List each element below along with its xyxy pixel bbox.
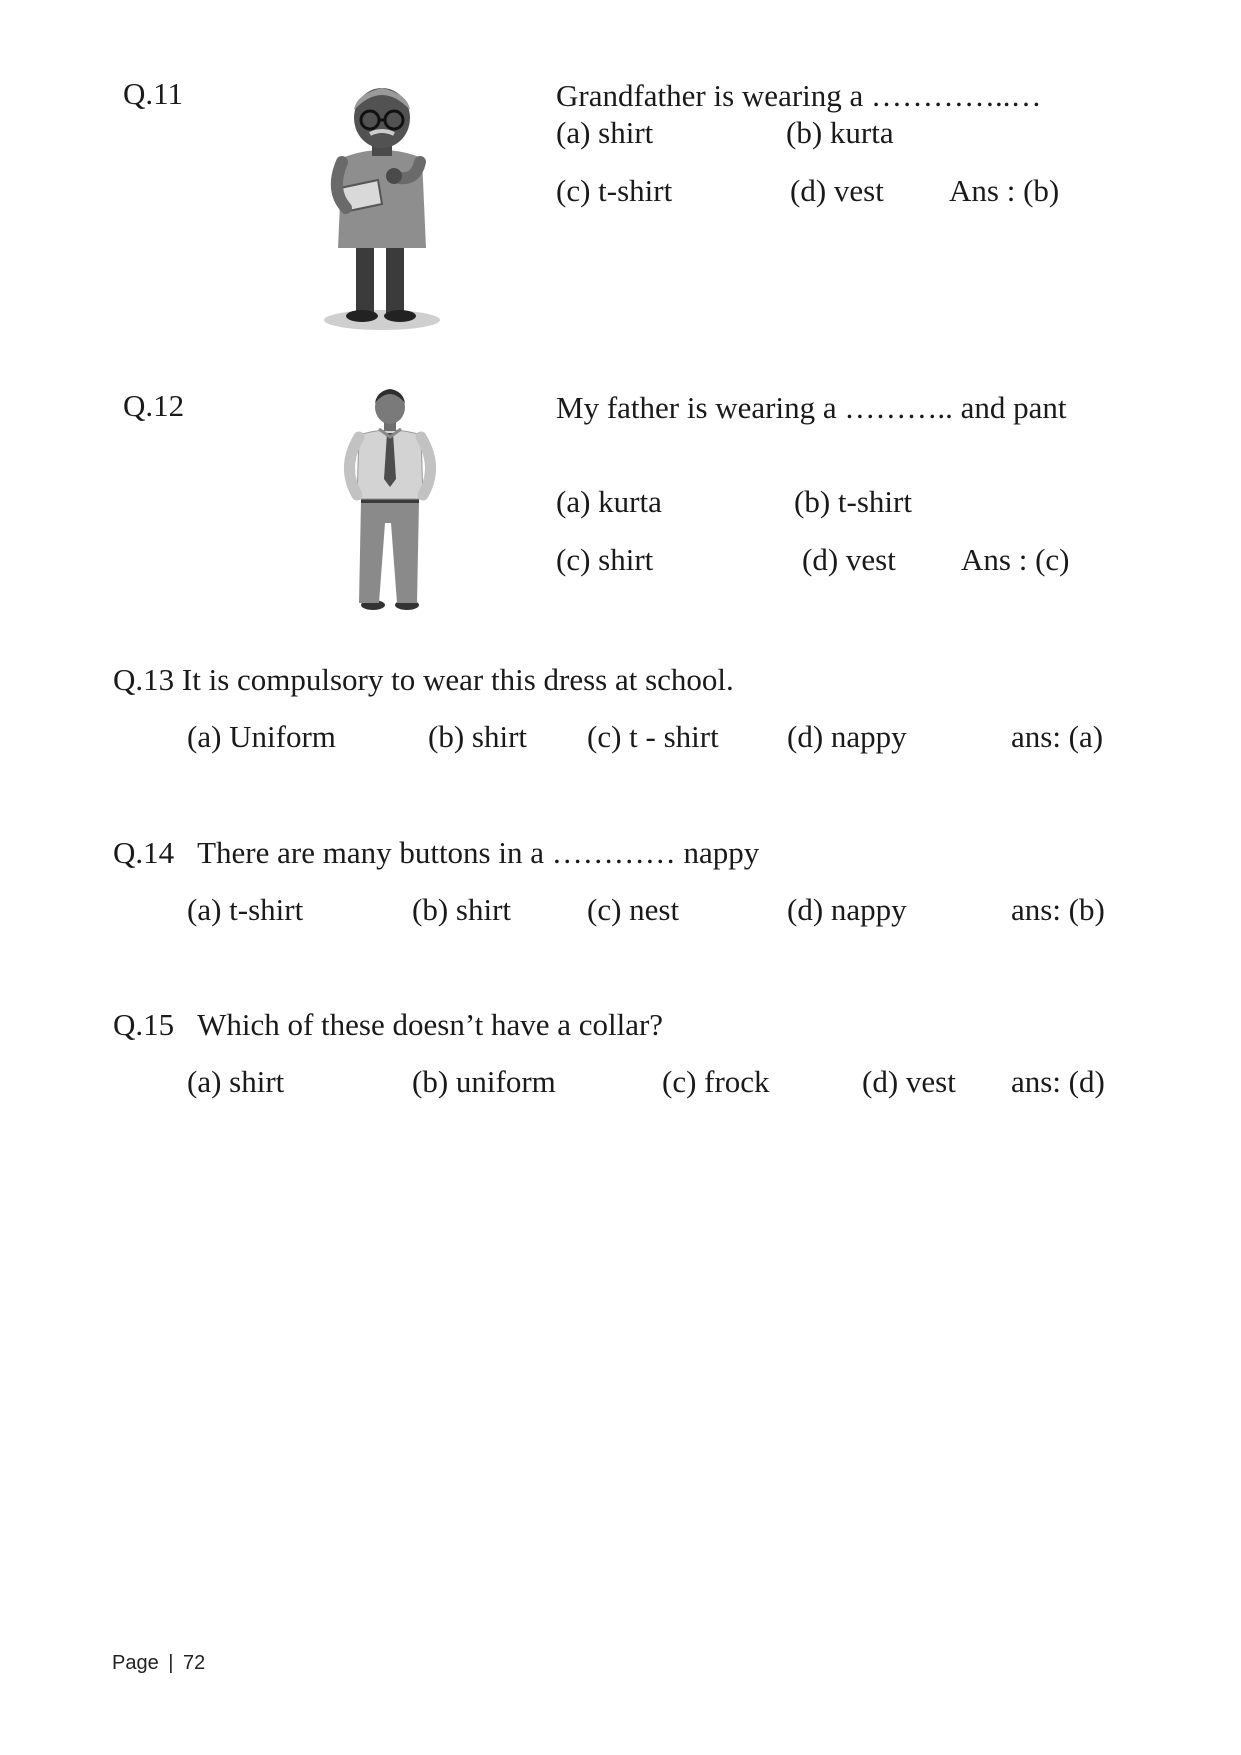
question-13-number: Q.13 bbox=[113, 662, 175, 697]
page-footer bbox=[112, 1652, 205, 1675]
question-14-option-c: (c) nest bbox=[587, 892, 680, 927]
question-14-answer: ans: (b) bbox=[1011, 892, 1105, 927]
question-14-row bbox=[113, 837, 759, 868]
question-13-answer: ans: (a) bbox=[1011, 719, 1104, 754]
question-11-answer: Ans : (b) bbox=[949, 173, 1060, 208]
question-15-number: Q.15 bbox=[113, 1007, 175, 1042]
question-13-text: It is compulsory to wear this dress at school. bbox=[181, 662, 734, 697]
question-15-option-c: (c) frock bbox=[662, 1064, 770, 1099]
question-14-option-b: (b) shirt bbox=[412, 892, 512, 927]
question-11-option-b: (b) kurta bbox=[786, 115, 894, 150]
father-in-shirt-tie-icon bbox=[335, 383, 445, 613]
question-12-text: My father is wearing a ……….. and pant bbox=[556, 390, 1067, 425]
question-11-number: Q.11 bbox=[123, 76, 183, 111]
question-15-text: Which of these doesn’t have a collar? bbox=[197, 1007, 664, 1042]
question-11-option-c: (c) t-shirt bbox=[556, 173, 673, 208]
question-15-option-d: (d) vest bbox=[862, 1064, 956, 1099]
page-label: Page bbox=[112, 1652, 159, 1674]
question-15-answer: ans: (d) bbox=[1011, 1064, 1105, 1099]
question-11-text: Grandfather is wearing a …………..… bbox=[556, 78, 1042, 113]
question-15-row bbox=[113, 1009, 663, 1040]
page-separator: | bbox=[168, 1652, 174, 1674]
question-12-number: Q.12 bbox=[123, 388, 185, 423]
question-14-text: There are many buttons in a ………… nappy bbox=[197, 835, 760, 870]
question-14-number: Q.14 bbox=[113, 835, 175, 870]
question-11-option-d: (d) vest bbox=[790, 173, 884, 208]
question-12-option-c: (c) shirt bbox=[556, 542, 654, 577]
question-13-row bbox=[113, 664, 734, 695]
question-13-option-a: (a) Uniform bbox=[187, 719, 336, 754]
question-13-option-c: (c) t - shirt bbox=[587, 719, 719, 754]
question-12-option-a: (a) kurta bbox=[556, 484, 662, 519]
question-15-option-b: (b) uniform bbox=[412, 1064, 556, 1099]
question-11-option-a: (a) shirt bbox=[556, 115, 654, 150]
question-14-option-d: (d) nappy bbox=[787, 892, 907, 927]
question-15-option-a: (a) shirt bbox=[187, 1064, 285, 1099]
question-12-option-d: (d) vest bbox=[802, 542, 896, 577]
grandfather-reading-icon bbox=[312, 80, 452, 335]
question-12-option-b: (b) t-shirt bbox=[794, 484, 912, 519]
page-number: 72 bbox=[183, 1652, 206, 1674]
question-13-option-b: (b) shirt bbox=[428, 719, 528, 754]
question-14-option-a: (a) t-shirt bbox=[187, 892, 304, 927]
question-12-answer: Ans : (c) bbox=[961, 542, 1070, 577]
question-13-option-d: (d) nappy bbox=[787, 719, 907, 754]
